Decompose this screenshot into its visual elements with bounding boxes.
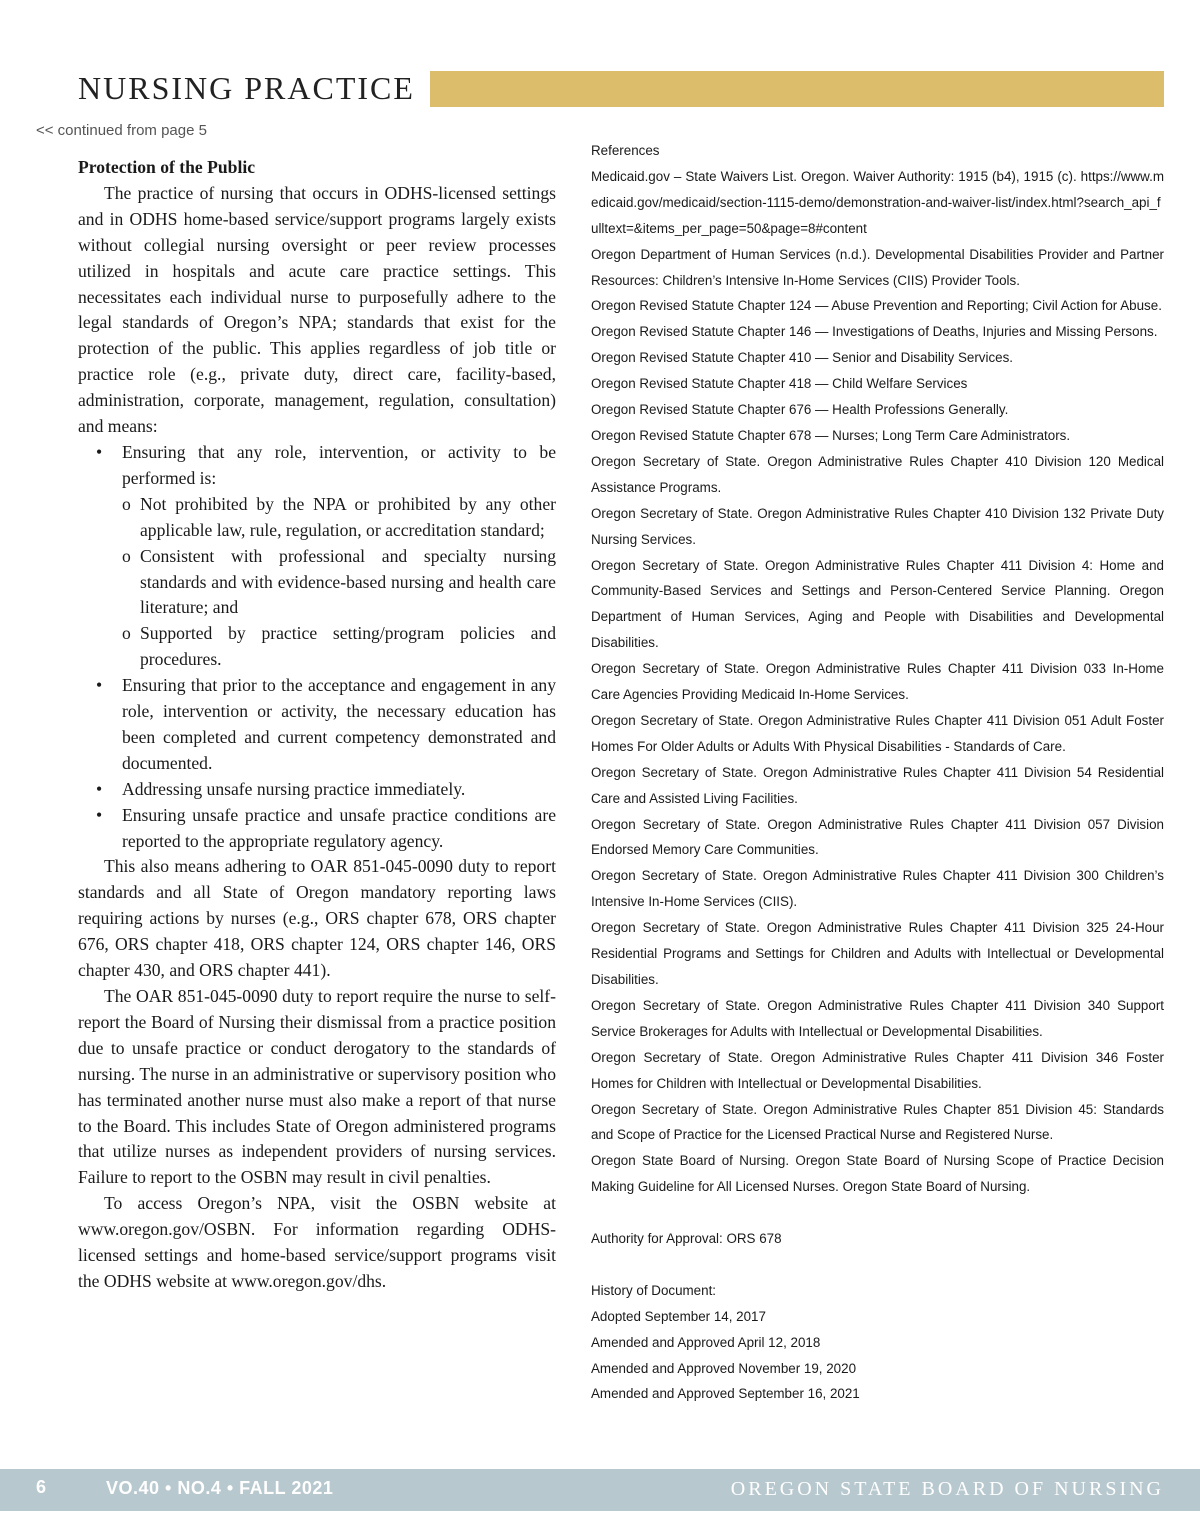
sub-list xyxy=(122,492,556,673)
reference-item: Oregon Secretary of State. Oregon Administrative Rules Chapter 410 Division 132 Private Duty Nursing Services. xyxy=(591,505,1164,547)
paragraph: This also means adhering to OAR 851-045-0090 duty to report standards and all State of Oregon mandatory reporting laws requiring actions by nurses (e.g., ORS chapter 678, ORS chapter 676, ORS chapter 418, ORS chapter 124, ORS chapter 146, ORS chapter 430, and ORS chapter 441). xyxy=(78,856,556,981)
reference-item: Oregon Secretary of State. Oregon Administrative Rules Chapter 411 Division 057 Division Endorsed Memory Care Communities. xyxy=(591,816,1164,858)
history-item: Amended and Approved April 12, 2018 xyxy=(591,1334,821,1350)
reference-item: Oregon Secretary of State. Oregon Administrative Rules Chapter 411 Division 033 In-Home Care Agencies Providing Medicaid In-Home Services. xyxy=(591,661,1164,703)
history-item: Amended and Approved September 16, 2021 xyxy=(591,1386,860,1402)
bullet-list xyxy=(78,440,556,855)
reference-item: Oregon Revised Statute Chapter 418 — Child Welfare Services xyxy=(591,376,968,392)
page-section-title: NURSING PRACTICE xyxy=(78,70,415,106)
list-item: • Ensuring that prior to the acceptance and engagement in any role, intervention or activity, the necessary education has been completed and current competency demonstrated and documented. xyxy=(78,673,556,777)
reference-item: Oregon Secretary of State. Oregon Administrative Rules Chapter 410 Division 120 Medical Assistance Programs. xyxy=(591,453,1164,495)
reference-item: Oregon Revised Statute Chapter 678 — Nurses; Long Term Care Administrators. xyxy=(591,427,1071,443)
header-accent-bar xyxy=(430,71,1164,107)
publisher-name: OREGON STATE BOARD OF NURSING xyxy=(730,1478,1164,1500)
reference-item: Oregon Revised Statute Chapter 124 — Abuse Prevention and Reporting; Civil Action for Abuse. xyxy=(591,298,1162,314)
reference-item: Oregon Secretary of State. Oregon Administrative Rules Chapter 411 Division 325 24-Hour Residential Programs and Settings for Children and Adults with Intellectual or Developmental Disabilities. xyxy=(591,920,1164,987)
sub-list-item: o Consistent with professional and specialty nursing standards and with evidence-based nursing and health care literature; and xyxy=(122,544,556,622)
reference-item: Oregon Secretary of State. Oregon Administrative Rules Chapter 411 Division 4: Home and Community-Based Services and Settings and Person-Centered Service Planning. Oregon Department of Human Services, Aging and People with Disabilities and Developmental Disabilities. xyxy=(591,557,1164,651)
sub-list-item: o Supported by practice setting/program policies and procedures. xyxy=(122,621,556,673)
reference-item: Medicaid.gov – State Waivers List. Oregon. Waiver Authority: 1915 (b4), 1915 (c). https://www.medicaid.gov/medicaid/section-1115-demo/demonstration-and-waiver-list/index.html?search_api_fulltext=&items_per_page=50&page=8#content xyxy=(591,168,1164,236)
page-number: 6 xyxy=(36,1477,47,1497)
paragraph: The practice of nursing that occurs in ODHS-licensed settings and in ODHS home-based service/support programs largely exists without collegial nursing oversight or peer review processes utilized in hospitals and acute care practice settings. This necessitates each individual nurse to purposefully adhere to the legal standards of Oregon’s NPA; standards that exist for the protection of the public. This applies regardless of job title or practice role (e.g., private duty, direct care, facility-based, administration, corporate, management, regulation, consultation) and means: xyxy=(78,182,556,437)
spacer xyxy=(591,1252,1164,1278)
spacer xyxy=(591,1200,1164,1226)
continued-link[interactable]: << continued from page 5 xyxy=(36,122,207,139)
reference-item: Oregon Revised Statute Chapter 410 — Senior and Disability Services. xyxy=(591,350,1014,366)
reference-item: Oregon Secretary of State. Oregon Administrative Rules Chapter 411 Division 300 Children’s Intensive In-Home Services (CIIS). xyxy=(591,868,1164,910)
list-item: • Addressing unsafe nursing practice immediately. xyxy=(78,777,556,803)
references-heading: References xyxy=(591,143,660,158)
sub-list-item: o Not prohibited by the NPA or prohibited by any other applicable law, rule, regulation, or accreditation standard; xyxy=(122,492,556,544)
reference-item: Oregon Department of Human Services (n.d.). Developmental Disabilities Provider and Partner Resources: Children’s Intensive In-Home Services (CIIS) Provider Tools. xyxy=(591,246,1164,288)
list-item-text: Ensuring that any role, intervention, or activity to be performed is: xyxy=(122,441,556,488)
history-item: Adopted September 14, 2017 xyxy=(591,1308,766,1324)
reference-item: Oregon Revised Statute Chapter 146 — Investigations of Deaths, Injuries and Missing Persons. xyxy=(591,324,1158,340)
reference-item: Oregon Secretary of State. Oregon Administrative Rules Chapter 411 Division 54 Residential Care and Assisted Living Facilities. xyxy=(591,764,1164,806)
history-item: Amended and Approved November 19, 2020 xyxy=(591,1360,857,1376)
history-heading: History of Document: xyxy=(591,1282,717,1298)
list-item xyxy=(78,440,556,673)
reference-item: Oregon State Board of Nursing. Oregon State Board of Nursing Scope of Practice Decision Making Guideline for All Licensed Nurses. Oregon State Board of Nursing. xyxy=(591,1153,1164,1195)
paragraph: To access Oregon’s NPA, visit the OSBN website at www.oregon.gov/OSBN. For information regarding ODHS-licensed settings and home-based service/support programs visit the ODHS website at www.oregon.gov/dhs. xyxy=(78,1193,556,1291)
issue-label: VO.40 • NO.4 • FALL 2021 xyxy=(106,1478,334,1498)
article-column xyxy=(78,155,556,1295)
reference-item: Oregon Secretary of State. Oregon Administrative Rules Chapter 411 Division 051 Adult Foster Homes For Older Adults or Adults With Physical Disabilities - Standards of Care. xyxy=(591,712,1164,754)
references-column xyxy=(591,138,1164,1407)
reference-item: Oregon Secretary of State. Oregon Administrative Rules Chapter 411 Division 346 Foster Homes for Children with Intellectual or Developmental Disabilities. xyxy=(591,1049,1164,1091)
reference-item: Oregon Secretary of State. Oregon Administrative Rules Chapter 851 Division 45: Standards and Scope of Practice for the Licensed Practical Nurse and Registered Nurse. xyxy=(591,1101,1164,1143)
authority-line: Authority for Approval: ORS 678 xyxy=(591,1231,782,1247)
list-item: • Ensuring unsafe practice and unsafe practice conditions are reported to the appropriate regulatory agency. xyxy=(78,803,556,855)
page-footer xyxy=(0,1469,1200,1511)
reference-item: Oregon Secretary of State. Oregon Administrative Rules Chapter 411 Division 340 Support Service Brokerages for Adults with Intellectual or Developmental Disabilities. xyxy=(591,997,1164,1039)
paragraph: The OAR 851-045-0090 duty to report require the nurse to self-report the Board of Nursing their dismissal from a practice position due to unsafe practice or conduct derogatory to the standards of nursing. The nurse in an administrative or supervisory position who has terminated another nurse must also make a report of that nurse to the Board. This includes State of Oregon administered programs that utilize nurses as independent providers of nursing services. Failure to report to the OSBN may result in civil penalties. xyxy=(78,986,556,1188)
section-heading: Protection of the Public xyxy=(78,157,256,177)
reference-item: Oregon Revised Statute Chapter 676 — Health Professions Generally. xyxy=(591,402,1009,418)
